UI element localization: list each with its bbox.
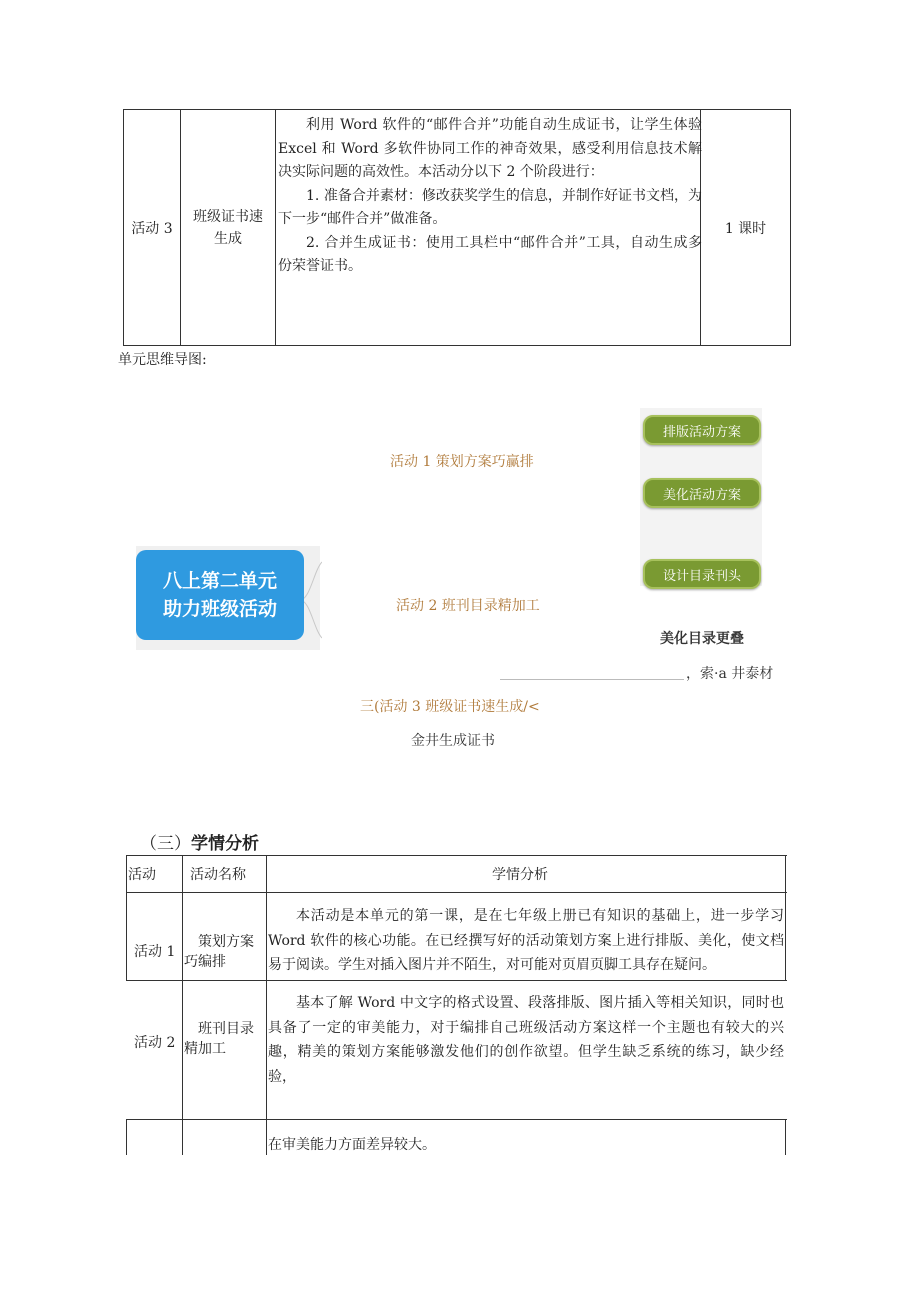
row-name-line: 班刊目录 — [198, 1021, 254, 1037]
mindmap-node-hebing: 金井生成证书 — [411, 733, 495, 749]
row-activity: 活动 2 — [134, 1035, 176, 1051]
learner-analysis-table — [126, 855, 787, 1155]
mindmap-label: 单元思维导图: — [118, 352, 207, 368]
table-rule — [126, 980, 787, 981]
class-hours-cell: 1 课时 — [724, 220, 767, 237]
row-name-line: 精加工 — [184, 1041, 226, 1057]
activity-name-line: 生成 — [214, 230, 242, 247]
table-rule — [126, 855, 127, 980]
activity-name-cell — [181, 110, 275, 345]
mindmap-activity3: 三(活动 3 班级证书速生成/< — [360, 699, 540, 715]
mindmap-activity2: 活动 2 班刊目录精加工 — [396, 598, 540, 614]
description-paragraph: 2. 合并生成证书：使用工具栏中“邮件合并”工具，自动生成多份荣誉证书。 — [278, 234, 702, 274]
mindmap-activity1: 活动 1 策划方案巧赢排 — [390, 454, 534, 470]
section-heading — [140, 829, 259, 854]
activity-table — [123, 109, 791, 346]
description-paragraph: 1. 准备合并素材：修改获奖学生的信息，并制作好证书文档，为下一步“邮件合并”做准备。 — [278, 187, 702, 227]
table-rule — [182, 855, 183, 1155]
table-rule — [785, 855, 786, 980]
mindmap-node-sucai: ，索·a 井泰材 — [686, 666, 774, 682]
row-name-line: 巧编排 — [184, 954, 226, 970]
row-analysis: 基本了解 Word 中文字的格式设置、段落排版、图片插入等相关知识，同时也具备了一定的审美能力，对于编排自己班级活动方案这样一个主题也有较大的兴趣，精美的策划方案能够激发他们的创作欲望。但学生缺乏系统的练习，缺少经验， — [268, 995, 784, 1085]
activity-cell: 活动 3 — [131, 220, 173, 237]
header-analysis: 学情分析 — [492, 867, 548, 883]
row-analysis: 本活动是本单元的第一课，是在七年级上册已有知识的基础上，进一步学习 Word 软件的核心功能。在已经撰写好的活动策划方案上进行排版、美化，使文档易于阅读。学生对插入图片并不陌生，对可能对页眉页脚工具存在疑问。 — [268, 908, 784, 973]
table-rule — [126, 1119, 787, 1120]
mindmap-node-sheji: 设计目录刊头 — [643, 559, 761, 589]
central-node-line: 八上第二单元 — [162, 570, 277, 592]
row-activity-name — [184, 1019, 254, 1059]
mindmap-connector-line — [500, 679, 684, 680]
table-rule — [126, 855, 787, 856]
mindmap-node-meihua: 美化活动方案 — [643, 478, 761, 508]
table-rule — [785, 1119, 786, 1155]
mindmap-node-meihua-mulu: 美化目录更叠 — [660, 631, 744, 647]
activity-name-line: 班级证书速 — [193, 208, 263, 225]
section-title: 学情分析 — [191, 834, 259, 854]
header-activity: 活动 — [128, 867, 156, 883]
activity-description — [276, 114, 704, 279]
header-activity-name: 活动名称 — [190, 867, 246, 883]
table-rule — [126, 1119, 127, 1155]
row-activity: 活动 1 — [134, 944, 176, 960]
table-rule — [266, 855, 267, 1155]
row-activity-name — [184, 932, 254, 972]
section-number: （三） — [140, 834, 191, 854]
mindmap-central-node — [136, 550, 304, 640]
table-rule — [126, 892, 787, 893]
mindmap-node-paiban: 排版活动方案 — [643, 415, 761, 445]
row-analysis-continued: 在审美能力方面差异较大。 — [268, 1137, 436, 1153]
central-node-line: 助力班级活动 — [162, 598, 277, 620]
row-name-line: 策划方案 — [198, 934, 254, 950]
description-paragraph: 利用 Word 软件的“邮件合并”功能自动生成证书，让学生体验 Excel 和 Word 多软件协同工作的神奇效果，感受利用信息技术解决实际问题的高效性。本活动分以下 2 个阶段进行： — [278, 117, 702, 180]
